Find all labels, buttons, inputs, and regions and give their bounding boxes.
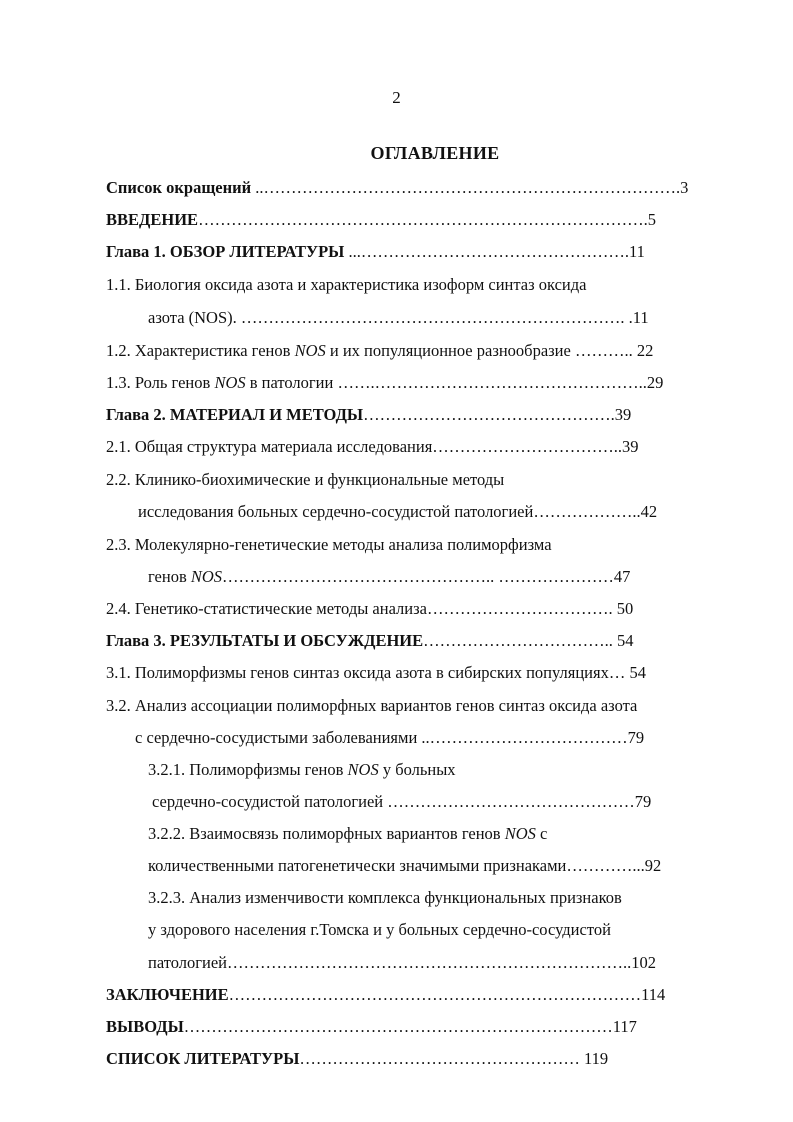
- toc-leader: …………………………….: [426, 599, 617, 618]
- toc-label: Глава 2. МАТЕРИАЛ И МЕТОДЫ: [106, 405, 364, 424]
- toc-label: Глава 1. ОБЗОР ЛИТЕРАТУРЫ: [106, 242, 345, 261]
- toc-page: 11: [632, 308, 649, 327]
- toc-leader: ………………………………………………………………..: [227, 953, 632, 972]
- toc-label-italic: NOS: [504, 824, 536, 843]
- toc-leader: ……………………………………….: [363, 405, 615, 424]
- toc-entry-3-1[interactable]: [106, 661, 646, 685]
- toc-label: 3.1. Полиморфизмы генов синтаз оксида азота в сибирских популяциях…: [106, 663, 626, 682]
- toc-entry-3-2-1-line2[interactable]: [152, 790, 651, 814]
- toc-leader: ……………………………………………………………………….: [198, 210, 648, 229]
- toc-entry-2-3-line2[interactable]: [148, 565, 630, 589]
- toc-label: 1.1. Биология оксида азота и характеристика изоформ синтаз оксида: [106, 275, 587, 294]
- toc-label: исследования больных сердечно-сосудистой патологией: [138, 502, 534, 521]
- toc-label: 2.3. Молекулярно-генетические методы анализа полиморфизма: [106, 535, 552, 554]
- toc-entry-conclusion[interactable]: [106, 983, 665, 1007]
- toc-entry-references[interactable]: [106, 1047, 608, 1071]
- toc-page: 54: [617, 631, 634, 650]
- toc-entry-findings[interactable]: [106, 1015, 637, 1039]
- toc-page: 54: [625, 663, 646, 682]
- toc-entry-1-1-line1[interactable]: [106, 273, 586, 297]
- toc-label-italic: NOS: [214, 373, 246, 392]
- toc-label: и их популяционное разнообразие: [325, 341, 575, 360]
- toc-label: 1.3. Роль генов: [106, 373, 215, 392]
- toc-leader: …………………………………………………………………: [228, 985, 642, 1004]
- toc-label-italic: NOS: [347, 760, 379, 779]
- toc-label: 3.2.3. Анализ изменчивости комплекса функциональных признаков: [148, 888, 622, 907]
- toc-page: 79: [634, 792, 652, 811]
- toc-entry-3-2-1-line1[interactable]: [148, 758, 456, 782]
- toc-label: 2.4. Генетико-статистические методы анализа: [106, 599, 427, 618]
- toc-leader: ...………………………………………….: [344, 242, 630, 261]
- toc-page: 39: [614, 405, 632, 424]
- toc-leader: ……………………………..: [423, 631, 618, 650]
- toc-label: 3.2. Анализ ассоциации полиморфных вариантов генов синтаз оксида азота: [106, 696, 638, 715]
- toc-entry-chapter-3[interactable]: [106, 629, 634, 653]
- toc-leader: …………...: [566, 856, 645, 875]
- toc-label: ЗАКЛЮЧЕНИЕ: [106, 985, 229, 1004]
- toc-label: сердечно-сосудистой патологией: [152, 792, 388, 811]
- toc-entry-chapter-2[interactable]: [106, 403, 631, 427]
- toc-label: Список окращений: [106, 178, 252, 197]
- toc-entry-3-2-3-line1[interactable]: [148, 886, 622, 910]
- toc-entry-introduction[interactable]: [106, 208, 656, 232]
- toc-label: у больных: [378, 760, 456, 779]
- toc-page: 42: [640, 502, 658, 521]
- toc-page: 22: [632, 341, 654, 360]
- toc-page: 39: [622, 437, 639, 456]
- toc-label: 1.2. Характеристика генов: [106, 341, 295, 360]
- toc-leader: ……………………………………………: [299, 1049, 585, 1068]
- toc-label: СПИСОК ЛИТЕРАТУРЫ: [106, 1049, 300, 1068]
- toc-label: с сердечно-сосудистыми заболеваниями: [135, 728, 422, 747]
- toc-label: генов: [148, 567, 191, 586]
- toc-entry-3-2-line1[interactable]: [106, 694, 637, 718]
- toc-label: 3.2.2. Взаимосвязь полиморфных вариантов генов: [148, 824, 505, 843]
- toc-entry-1-3[interactable]: [106, 371, 663, 395]
- toc-page: 47: [613, 567, 631, 586]
- toc-entry-3-2-line2[interactable]: [135, 726, 644, 750]
- toc-label-italic: NOS: [294, 341, 326, 360]
- toc-entry-chapter-1[interactable]: [106, 240, 645, 264]
- toc-label: у здорового населения г.Томска и у больных сердечно-сосудистой: [148, 920, 611, 939]
- toc-label-italic: NOS: [190, 567, 223, 586]
- toc-entry-3-2-2-line2[interactable]: [148, 854, 661, 878]
- toc-label: с: [535, 824, 548, 843]
- toc-page: 5: [647, 210, 656, 229]
- toc-leader: ……………………………………………………………. .: [236, 308, 633, 327]
- toc-page: 119: [584, 1049, 609, 1068]
- toc-entry-3-2-2-line1[interactable]: [148, 822, 547, 846]
- toc-entry-2-4[interactable]: [106, 597, 633, 621]
- toc-page: 3: [680, 178, 689, 197]
- toc-leader: ..………………………………………………………………….: [251, 178, 681, 197]
- page-number: 2: [392, 88, 401, 107]
- toc-label: Глава 3. РЕЗУЛЬТАТЫ И ОБСУЖДЕНИЕ: [106, 631, 424, 650]
- toc-leader: ..………………………………: [421, 728, 628, 747]
- toc-page: 11: [629, 242, 645, 261]
- toc-entry-1-1-line2[interactable]: [148, 306, 649, 330]
- toc-leader: ……………………………………………………………………: [183, 1017, 613, 1036]
- toc-title: ОГЛАВЛЕНИЕ: [370, 143, 500, 163]
- toc-label: 2.2. Клинико-биохимические и функциональные методы: [106, 470, 505, 489]
- toc-entry-1-2[interactable]: [106, 339, 653, 363]
- toc-page: 50: [616, 599, 634, 618]
- toc-label: количественными патогенетически значимыми признаками: [148, 856, 567, 875]
- toc-label: патологией: [148, 953, 227, 972]
- toc-page: 79: [627, 728, 645, 747]
- toc-entry-3-2-3-line3[interactable]: [148, 951, 656, 975]
- toc-entry-3-2-3-line2[interactable]: [148, 918, 611, 942]
- toc-entry-2-2-line2[interactable]: [138, 500, 657, 524]
- toc-page: 29: [646, 373, 664, 392]
- toc-page: 102: [631, 953, 656, 972]
- toc-leader: ………………..: [533, 502, 641, 521]
- toc-leader: …….…………………………………………..: [337, 373, 647, 392]
- toc-entry-abbreviations[interactable]: [106, 176, 688, 200]
- toc-leader: ………..: [574, 341, 633, 360]
- toc-leader: ………………………………………: [387, 792, 635, 811]
- toc-entry-2-2-line1[interactable]: [106, 468, 504, 492]
- toc-label: ВВЕДЕНИЕ: [106, 210, 199, 229]
- toc-page: 114: [641, 985, 666, 1004]
- toc-leader: ……………………………..: [432, 437, 623, 456]
- toc-entry-2-1[interactable]: [106, 435, 639, 459]
- toc-label: ВЫВОДЫ: [106, 1017, 184, 1036]
- toc-label: 3.2.1. Полиморфизмы генов: [148, 760, 348, 779]
- toc-label: в патологии: [245, 373, 338, 392]
- toc-page: 92: [644, 856, 662, 875]
- toc-page: 117: [612, 1017, 637, 1036]
- toc-leader: ………………………………………….. …………………: [222, 567, 614, 586]
- toc-label: азота (NOS).: [148, 308, 237, 327]
- toc-label: 2.1. Общая структура материала исследования: [106, 437, 433, 456]
- toc-entry-2-3-line1[interactable]: [106, 533, 552, 557]
